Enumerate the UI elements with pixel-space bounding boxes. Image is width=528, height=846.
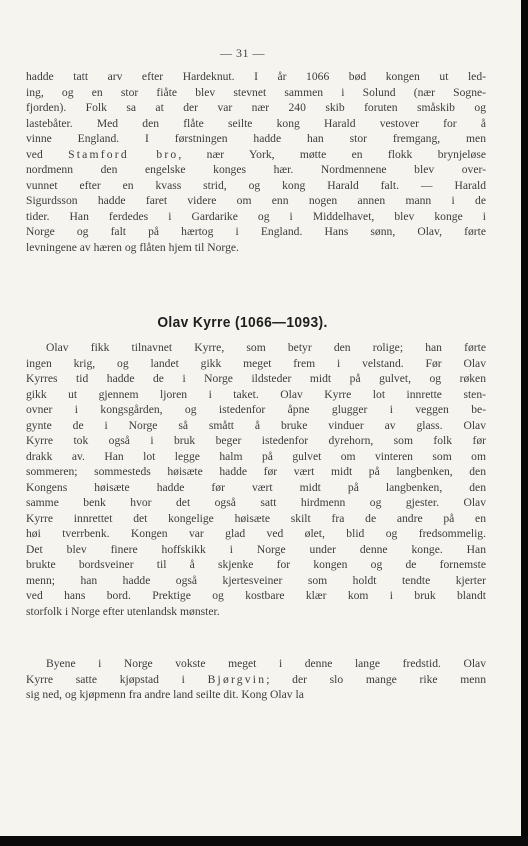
- text-line: samme benk hvor det også satt hirdmenn og gjester. Olav: [26, 496, 486, 509]
- towns-paragraph: [26, 656, 486, 703]
- text-line: menn; han hadde også kjertesveiner som holdt tendte kjerter: [26, 573, 486, 587]
- text-line: Kyrres tid hadde de i Norge ildsteder midt på gulvet, og røken: [26, 372, 486, 385]
- text-line: sommeren; sommesteds høisæte hadde før vært midt på langbenken, den: [26, 465, 486, 478]
- text-line: vinne England. I førstningen hadde han stor fremgang, men: [26, 132, 486, 145]
- text-line: Norge og falt på hærtog i England. Hans sønn, Olav, førte: [26, 225, 486, 238]
- olav-kyrre-paragraph: [26, 340, 486, 619]
- scan-edge-bottom: [0, 836, 528, 846]
- text-run: Kyrre satte kjøpstad i: [26, 672, 208, 686]
- text-line: Sigurdsson hadde faret videre om enn nogen annen mann i de: [26, 194, 486, 207]
- text-line: ovner i kongsgården, og istedenfor åpne glugger i veggen be-: [26, 403, 486, 416]
- text-line: drakk av. Han lot legge halm på gulvet om vinteren som om: [26, 449, 486, 463]
- text-line: sig ned, og kjøpmenn fra andre land seilte dit. Kong Olav la: [26, 688, 304, 701]
- text-line: gynte de i Norge så smått å bruke vinduer av glass. Olav: [26, 418, 486, 432]
- intro-paragraph: [26, 69, 486, 255]
- text-line: lastebåter. Med den flåte seilte kong Harald vestover for å: [26, 116, 486, 130]
- text-line: ingen krig, og landet gikk meget frem i velstand. Før Olav: [26, 356, 486, 370]
- text-line: vunnet efter en kvass strid, og kong Harald falt. — Harald: [26, 178, 486, 192]
- text-line: Kongens høisæte hadde før vært midt på langbenken, den: [26, 480, 486, 494]
- text-line: Byene i Norge vokste meget i denne lange fredstid. Olav: [46, 657, 486, 670]
- spaced-name: Bjørgvin: [207, 672, 267, 686]
- scan-edge-right: [521, 0, 528, 846]
- text-run: ved: [26, 147, 69, 161]
- text-line: høi tverrbenk. Kongen var glad ved ølet, blid og fredsommelig.: [26, 527, 486, 540]
- text-line: ved hans bord. Prektige og kostbare klær kom i bruk blandt: [26, 589, 486, 602]
- text-line: [26, 147, 486, 163]
- text-line: Olav fikk tilnavnet Kyrre, som betyr den rolige; han førte: [46, 341, 486, 354]
- text-run: , nær York, møtte en flokk brynjeløse: [178, 147, 486, 161]
- text-line: ing, og en stor fiåte blev stevnet sammen i Solund (nær Sogne-: [26, 85, 486, 99]
- text-line: storfolk i Norge efter utenlandsk mønster.: [26, 604, 220, 618]
- text-line: tider. Han ferdedes i Gardarike og i Middelhavet, blev konge i: [26, 209, 486, 223]
- text-line: hadde tatt arv efter Hardeknut. I år 1066 bød kongen ut led-: [26, 70, 486, 83]
- text-line: nordmenn den engelske konges hær. Nordmennene blev over-: [26, 163, 486, 176]
- text-line: Kyrre innrettet det kongelige høisæte skilt fra de andre på en: [26, 511, 486, 525]
- text-run: ; der slo mange rike menn: [266, 672, 486, 686]
- chapter-heading: Olav Kyrre (1066—1093).: [157, 314, 328, 331]
- text-line: fjorden). Folk sa at der var nær 240 skib foruten småskib og: [26, 101, 486, 114]
- text-line: [26, 672, 486, 688]
- page-number: — 31 —: [220, 46, 265, 60]
- text-line: Kyrre tok også i bruk beger istedenfor dyrehorn, som folk før: [26, 434, 486, 447]
- text-line: gikk ut gjennem ljoren i taket. Olav Kyrre lot innrette sten-: [26, 387, 486, 401]
- text-line: levningene av hæren og flåten hjem til Norge.: [26, 240, 239, 254]
- spaced-name: Stamford bro: [68, 147, 179, 161]
- text-line: Det blev finere hoffskikk i Norge under denne konge. Han: [26, 542, 486, 556]
- text-line: brukte bordsveiner til å skjenke for kongen og de fornemste: [26, 558, 486, 571]
